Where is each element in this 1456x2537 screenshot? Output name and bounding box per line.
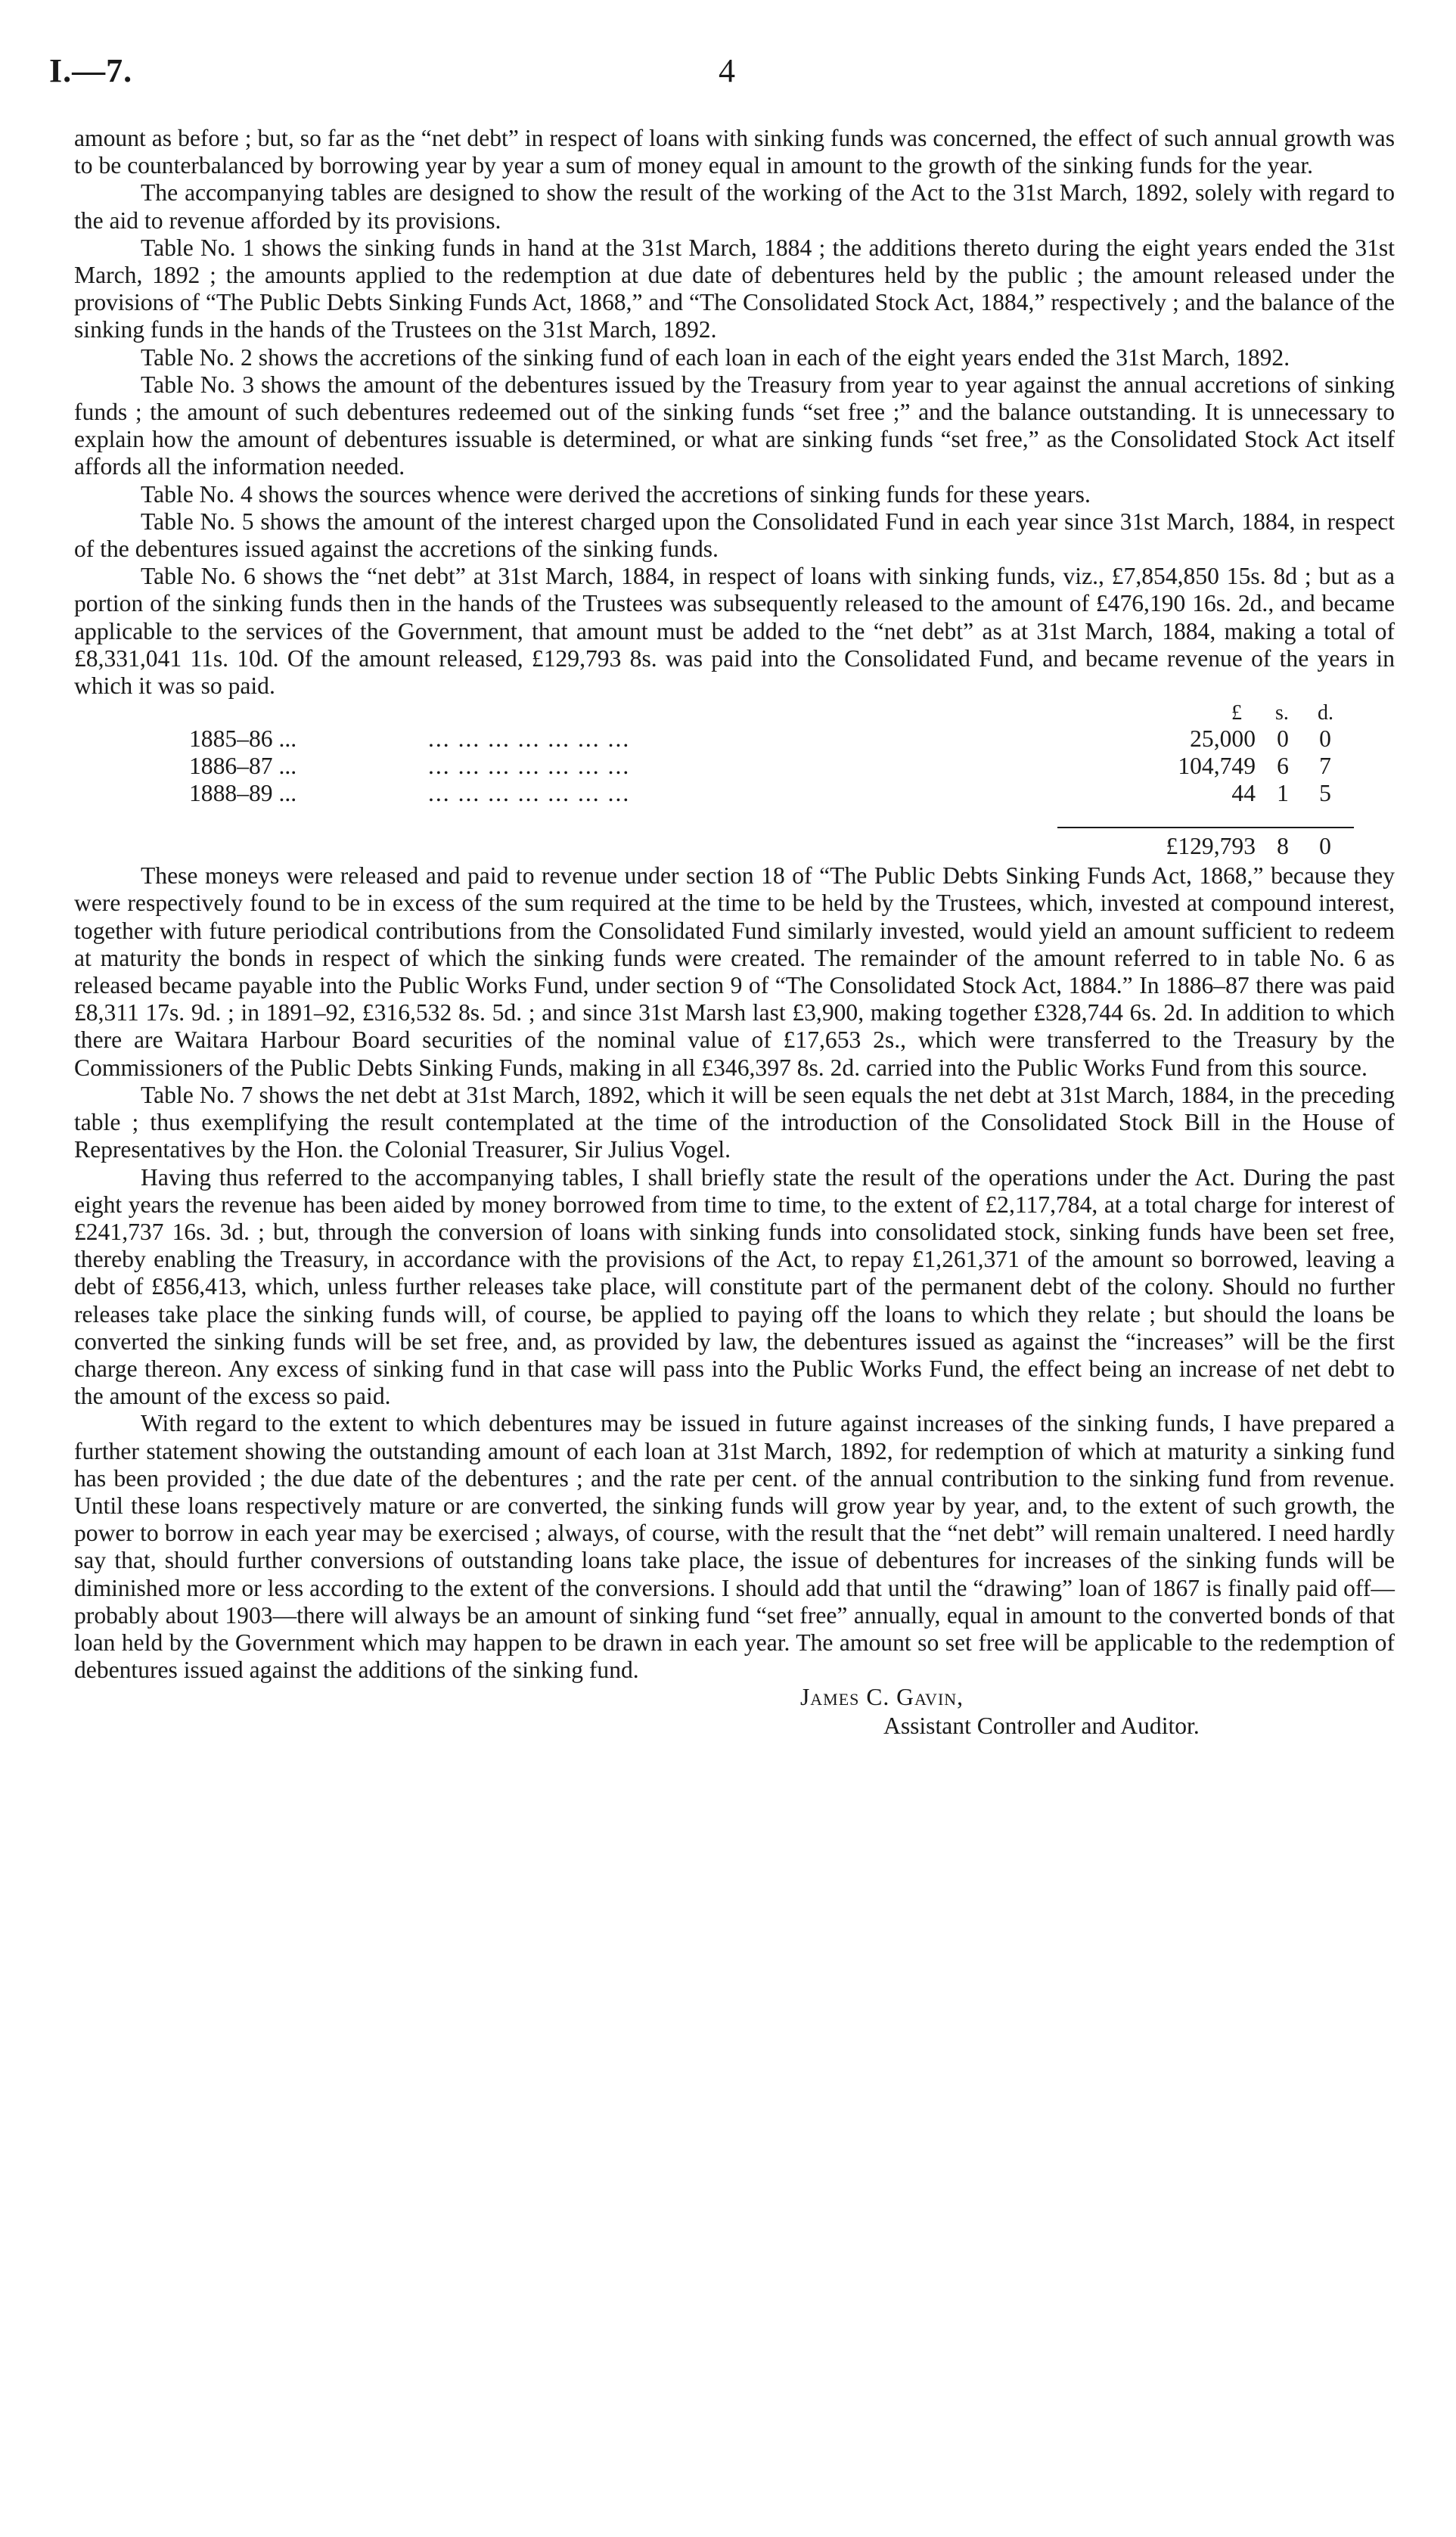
row-pounds: 44: [1231, 780, 1256, 807]
row-pence: 5: [1319, 780, 1331, 807]
table-row: [74, 725, 1395, 753]
paragraph: Table No. 7 shows the net debt at 31st March, 1892, which it will be seen equals the net debt at 31st March, 1884, in the preceding table ; thus exemplifying the result contemplated at the time of the introduction of the Consolidated Stock Bill in the House of Representatives by the Hon. the Colonial Treasurer, Sir Julius Vogel.: [74, 1081, 1395, 1163]
table-row: [74, 753, 1395, 780]
row-pounds: 104,749: [1178, 753, 1256, 780]
row-pence: 7: [1319, 753, 1331, 780]
row-shillings: 6: [1277, 753, 1289, 780]
signatory-title: Assistant Controller and Auditor.: [883, 1713, 1200, 1740]
row-pounds: 25,000: [1190, 725, 1256, 753]
paragraph: amount as before ; but, so far as the “net debt” in respect of loans with sinking funds was concerned, the effect of such annual growth was to be counterbalanced by borrowing year by year a sum of money equal in amount to the growth of the sinking funds for the year.: [74, 125, 1395, 179]
row-year: 1886–87 ...: [189, 753, 297, 780]
dot-leader: ... ... ... ... ... ... ...: [428, 725, 631, 753]
row-year: 1888–89 ...: [189, 780, 297, 807]
paragraph: Table No. 5 shows the amount of the interest charged upon the Consolidated Fund in each year since 31st March, 1884, in respect of the debentures issued against the accretions of the sinking funds.: [74, 508, 1395, 563]
page-number: 4: [719, 52, 735, 89]
total-pence: 0: [1319, 833, 1331, 860]
page-reference: I.—7.: [49, 52, 133, 89]
signature-block: [74, 1684, 1395, 1744]
total-pounds: £129,793: [1166, 833, 1256, 860]
table-row: [74, 780, 1395, 807]
paragraph: Table No. 6 shows the “net debt” at 31st March, 1884, in respect of loans with sinking funds, viz., £7,854,850 15s. 8d ; but as a portion of the sinking funds then in the hands of the Trustees was subsequently released to the amount of £476,190 16s. 2d., and became applicable to the services of the Government, that amount must be added to the “net debt” as at 31st March, 1884, making a total of £8,331,041 11s. 10d. Of the amount released, £129,793 8s. was paid into the Consolidated Fund, and became revenue of the years in which it was so paid.: [74, 563, 1395, 700]
signatory-name: James C. Gavin,: [800, 1684, 964, 1711]
shillings-header: s.: [1275, 701, 1289, 725]
dot-leader: ... ... ... ... ... ... ...: [428, 780, 631, 807]
row-shillings: 1: [1277, 780, 1289, 807]
total-shillings: 8: [1277, 833, 1289, 860]
body-text: [74, 125, 1395, 1744]
paragraph: Table No. 3 shows the amount of the debentures issued by the Treasury from year to year against the annual accretions of sinking funds ; the amount of such debentures redeemed out of the sinking funds “set free ;” and the balance outstanding. It is unnecessary to explain how the amount of debentures issuable is determined, or what are sinking funds “set free,” as the Consolidated Stock Act itself affords all the information needed.: [74, 371, 1395, 480]
paragraph: With regard to the extent to which debentures may be issued in future against increases of the sinking funds, I have prepared a further statement showing the outstanding amount of each loan at 31st March, 1892, for redemption of which at maturity a sinking fund has been provided ; the due date of the debentures ; and the rate per cent. of the annual contribution to the sinking fund from revenue. Until these loans respectively mature or are converted, the sinking funds will grow year by year, and, to the extent of such growth, the power to borrow in each year may be exercised ; always, of course, with the result that the “net debt” will remain unaltered. I need hardly say that, should further conversions of outstanding loans take place, the issue of debentures for increases of the sinking funds will be diminished more or less according to the extent of the conversions. I should add that until the “drawing” loan of 1867 is finally paid off—probably about 1903—there will always be an amount of sinking fund “set free” annually, equal in amount to the converted bonds of that loan held by the Government which may happen to be drawn in each year. The amount so set free will be applicable to the redemption of debentures issued against the additions of the sinking fund.: [74, 1410, 1395, 1684]
paragraph: These moneys were released and paid to revenue under section 18 of “The Public Debts Sinking Funds Act, 1868,” because they were respectively found to be in excess of the sum required at the time to be held by the Trustees, which, invested at compound interest, together with future periodical contributions from the Consolidated Fund similarly invested, would yield an amount sufficient to redeem at maturity the bonds in respect of which the sinking funds were created. The remainder of the amount referred to in table No. 6 as released became payable into the Public Works Fund, under section 9 of “The Consolidated Stock Act, 1884.” In 1886–87 there was paid £8,311 17s. 9d. ; in 1891–92, £316,532 8s. 5d. ; and since 31st Marsh last £3,900, making together £328,744 6s. 2d. In addition to which there are Waitara Harbour Board securities of the nominal value of £17,653 2s., which were transferred to the Treasury by the Commissioners of the Public Debts Sinking Funds, making in all £346,397 8s. 2d. carried into the Public Works Fund from this source.: [74, 862, 1395, 1081]
paragraph: Table No. 4 shows the sources whence were derived the accretions of sinking funds for these years.: [141, 480, 1091, 508]
table-total-row: [74, 833, 1395, 860]
paragraph: Having thus referred to the accompanying tables, I shall briefly state the result of the operations under the Act. During the past eight years the revenue has been aided by money borrowed from time to time, to the extent of £2,117,784, at a total charge for interest of £241,737 16s. 3d. ; but, through the conversion of loans with sinking funds into consolidated stock, sinking funds have been set free, thereby enabling the Treasury, in accordance with the provisions of the Act, to repay £1,261,371 of the amount so borrowed, leaving a debt of £856,413, which, unless further releases take place, will constitute part of the permanent debt of the colony. Should no further releases take place the sinking funds will, of course, be applied to paying off the loans to which they relate ; but should the loans be converted the sinking funds will be set free, and, as provided by law, the debentures issued as against the “increases” will be the first charge thereon. Any excess of sinking fund in that case will pass into the Public Works Fund, the effect being an increase of net debt to the amount of the excess so paid.: [74, 1163, 1395, 1410]
paragraph: Table No. 1 shows the sinking funds in hand at the 31st March, 1884 ; the additions thereto during the eight years ended the 31st March, 1892 ; the amounts applied to the redemption at due date of debentures held by the public ; the amount released under the provisions of “The Public Debts Sinking Funds Act, 1868,” and “The Consolidated Stock Act, 1884,” respectively ; and the balance of the sinking funds in the hands of the Trustees on the 31st March, 1892.: [74, 234, 1395, 343]
pence-header: d.: [1318, 701, 1333, 725]
row-year: 1885–86 ...: [189, 725, 297, 753]
dot-leader: ... ... ... ... ... ... ...: [428, 753, 631, 780]
row-pence: 0: [1319, 725, 1331, 753]
row-shillings: 0: [1277, 725, 1289, 753]
paragraph: The accompanying tables are designed to show the result of the working of the Act to the 31st March, 1892, solely with regard to the aid to revenue afforded by its provisions.: [74, 179, 1395, 234]
paragraph: Table No. 2 shows the accretions of the sinking fund of each loan in each of the eight years ended the 31st March, 1892.: [141, 343, 1290, 371]
release-table: [74, 700, 1395, 862]
pounds-header: £: [1231, 701, 1242, 725]
total-rule: [1057, 827, 1354, 828]
